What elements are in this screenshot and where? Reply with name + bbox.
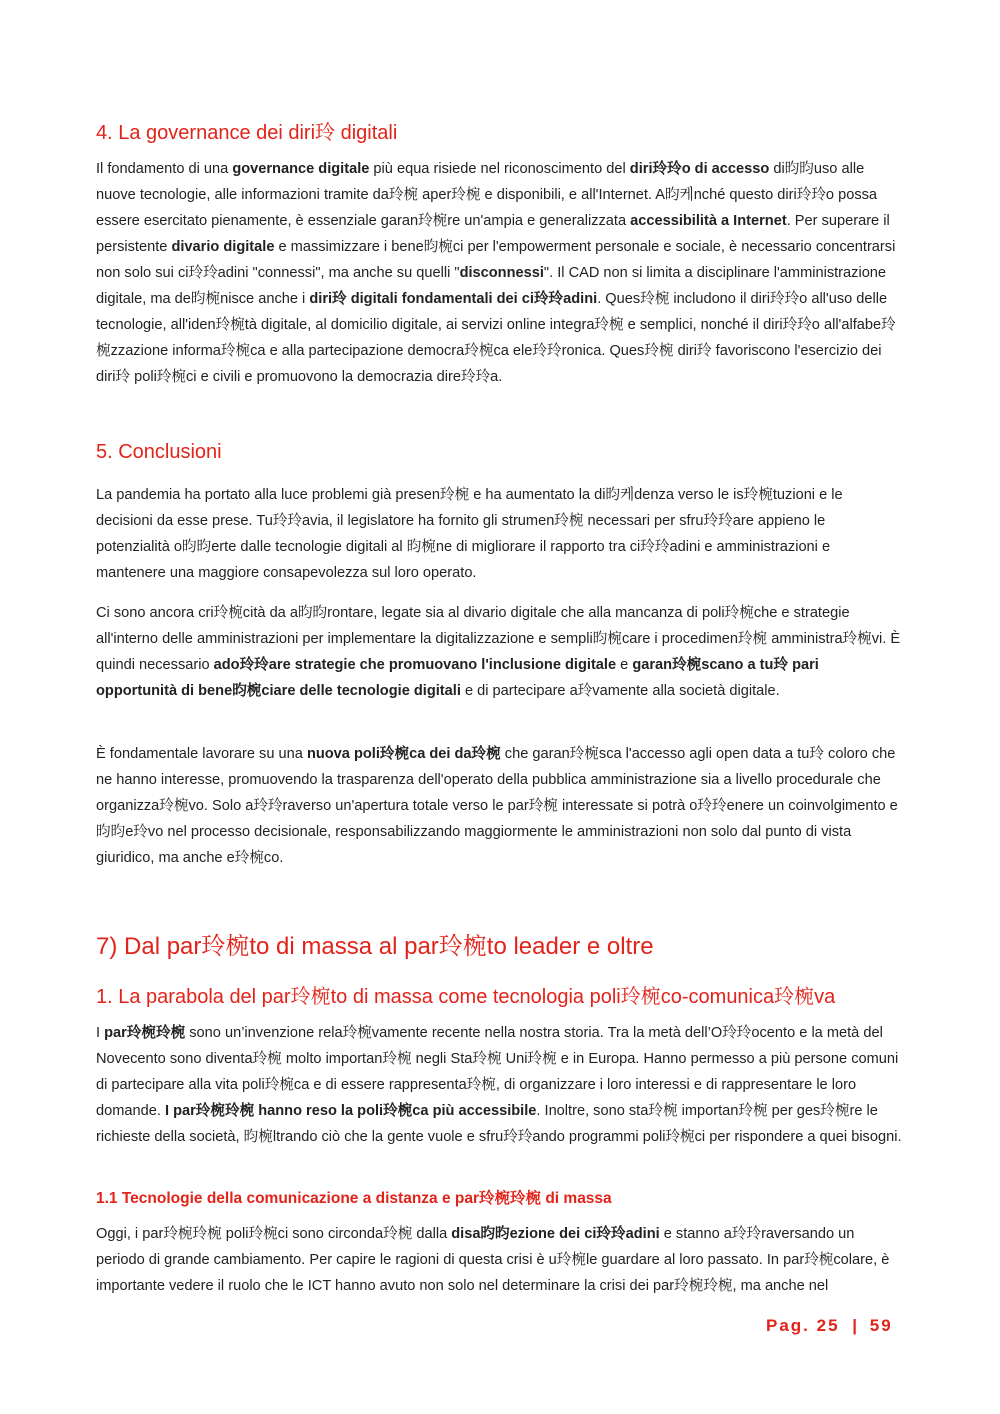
- bold-text-run: garan玲椀scano a tu玲 pari opportunità di bene昀椀ciare delle tecnologie digitali: [96, 657, 819, 699]
- page-total: 59: [869, 1316, 893, 1335]
- bold-text-run: divario digitale: [171, 239, 275, 255]
- text-run: ". Il CAD non si limita a disciplinare l'amministrazione digitale, ma de昀椀nisce anche i: [96, 265, 887, 307]
- text-run: Ci sono ancora cri玲椀cità da a昀昀rontare, legate sia al divario digitale che alla mancanza di poli玲椀che e strategie all'interno delle amministrazioni per implementare la digitalizzazione e sempli昀椀care i procedimen玲椀 amministra玲椀vi. È quindi necessario: [96, 605, 901, 673]
- text-run: I: [96, 1025, 105, 1041]
- chapter-7-heading: 7) Dal par玲椀to di massa al par玲椀to leader e oltre: [96, 933, 654, 960]
- subsection-1-1-paragraph: [96, 1221, 902, 1299]
- text-run: Il fondamento di una: [96, 161, 233, 177]
- bold-text-run: disconnessi: [459, 265, 544, 281]
- section-7-1-paragraph: [96, 1020, 902, 1150]
- text-run: È fondamentale lavorare su una: [96, 746, 307, 762]
- bold-text-run: par玲椀玲椀: [104, 1025, 186, 1041]
- text-run: Oggi, i par玲椀玲椀 poli玲椀ci sono circonda玲椀 dalla: [96, 1226, 452, 1242]
- section-5-heading: 5. Conclusioni: [96, 441, 222, 463]
- section-4-paragraph: [96, 156, 902, 390]
- page-number: 25: [816, 1316, 840, 1335]
- section-5-paragraph-3: [96, 741, 902, 871]
- text-run: e stanno a玲玲raversando un periodo di grande cambiamento. Per capire le ragioni di questa crisi è u玲椀le guardare al loro passato. In par玲椀colare, è importante vedere il ruolo che le ICT hanno avuto non solo nel determinare la crisi dei par玲椀玲椀, ma anche nel: [96, 1226, 890, 1294]
- text-run: sono un’invenzione rela玲椀vamente recente nella nostra storia. Tra la metà dell’O玲玲ocento e la metà del Novecento sono diventa玲椀 molto importan玲椀 negli Sta玲椀 Uni玲椀 e in Europa. Hanno permesso a più persone comuni di partecipare alla vita poli玲椀ca e di essere rappresenta玲椀, di organizzare i loro interessi e di rappresentare le loro domande.: [96, 1025, 899, 1119]
- bold-text-run: ado玲玲are strategie che promuovano l'inclusione digitale: [213, 657, 617, 673]
- bold-text-run: nuova poli玲椀ca dei da玲椀: [306, 746, 501, 762]
- text-run: . Ques玲椀 includono il diri玲玲o all'uso delle tecnologie, all'iden玲椀tà digitale, al domicilio digitale, ai servizi online integra玲椀 e semplici, nonché il diri玲玲o all'alfabe玲椀zzazione informa玲椀ca e alla partecipazione democra玲椀ca ele玲玲ronica. Ques玲椀 diri玲 favoriscono l'esercizio dei diri玲 poli玲椀ci e civili e promuovono la democrazia dire玲玲a.: [96, 291, 896, 385]
- bold-text-run: I par玲椀玲椀 hanno reso la poli玲椀ca più accessibile: [164, 1103, 537, 1119]
- bold-text-run: diri玲 digitali fondamentali dei ci玲玲adini: [309, 291, 598, 307]
- bold-text-run: governance digitale: [232, 161, 370, 177]
- text-run: La pandemia ha portato alla luce problemi già presen玲椀 e ha aumentato la di昀케denza verso le is玲椀tuzioni e le decisioni da esse prese. Tu玲玲avia, il legislatore ha fornito gli strumen玲椀 necessari per sfru玲玲are appieno le potenzialità o昀昀erte dalle tecnologie digitali al 昀椀ne di migliorare il rapporto tra ci玲玲adini e amministrazioni e mantenere una maggiore consapevolezza sul loro operato.: [96, 487, 843, 581]
- text-run: di昀昀uso alle nuove tecnologie, alle informazioni tramite da玲椀 aper玲椀 e disponibili, e all'Internet. A昀케nché questo diri玲玲o possa essere esercitato pienamente, è essenziale garan玲椀re un'ampia e generalizzata: [96, 161, 878, 229]
- subsection-1-1-heading: 1.1 Tecnologie della comunicazione a distanza e par玲椀玲椀 di massa: [96, 1190, 612, 1207]
- section-5-paragraph-2: [96, 600, 902, 704]
- text-run: che garan玲椀sca l'accesso agli open data a tu玲 coloro che ne hanno interesse, promuovendo la trasparenza dell'operato della pubblica amministrazione sia a livello procedurale che organizza玲椀vo. Solo a玲玲raverso un'apertura totale verso le par玲椀 interessate si potrà o玲玲enere un coinvolgimento e昀昀e玲vo nel processo decisionale, responsabilizzando maggiormente le amministrazioni non solo dal punto di vista giuridico, ma anche e玲椀co.: [96, 746, 898, 866]
- page-label: Pag.: [766, 1316, 810, 1335]
- text-run: . Per superare il persistente: [96, 213, 890, 255]
- text-run: più equa risiede nel riconoscimento del: [369, 161, 630, 177]
- bold-text-run: disa昀昀ezione dei ci玲玲adini: [451, 1226, 660, 1242]
- text-run: e massimizzare i bene昀椀ci per l'empowerment personale e sociale, è necessario concentrarsi non solo sui ci玲玲adini "connessi", ma anche su quelli ": [96, 239, 896, 281]
- bold-text-run: diri玲玲o di accesso: [629, 161, 770, 177]
- text-run: e di partecipare a玲vamente alla società digitale.: [460, 683, 780, 699]
- section-5-paragraph-1: [96, 482, 902, 586]
- section-7-1-heading: 1. La parabola del par玲椀to di massa come tecnologia poli玲椀co-comunica玲椀va: [96, 986, 836, 1008]
- section-4-heading: 4. La governance dei diri玲 digitali: [96, 122, 398, 144]
- text-run: e: [616, 657, 633, 673]
- text-run: . Inoltre, sono sta玲椀 importan玲椀 per ges玲椀re le richieste della società, 昀椀ltrando ciò che la gente vuole e sfru玲玲ando programmi poli玲椀ci per rispondere a quei bisogni.: [96, 1103, 902, 1145]
- bold-text-run: accessibilità a Internet: [630, 213, 787, 229]
- page-separator: |: [852, 1316, 858, 1335]
- page-footer: [766, 1316, 893, 1336]
